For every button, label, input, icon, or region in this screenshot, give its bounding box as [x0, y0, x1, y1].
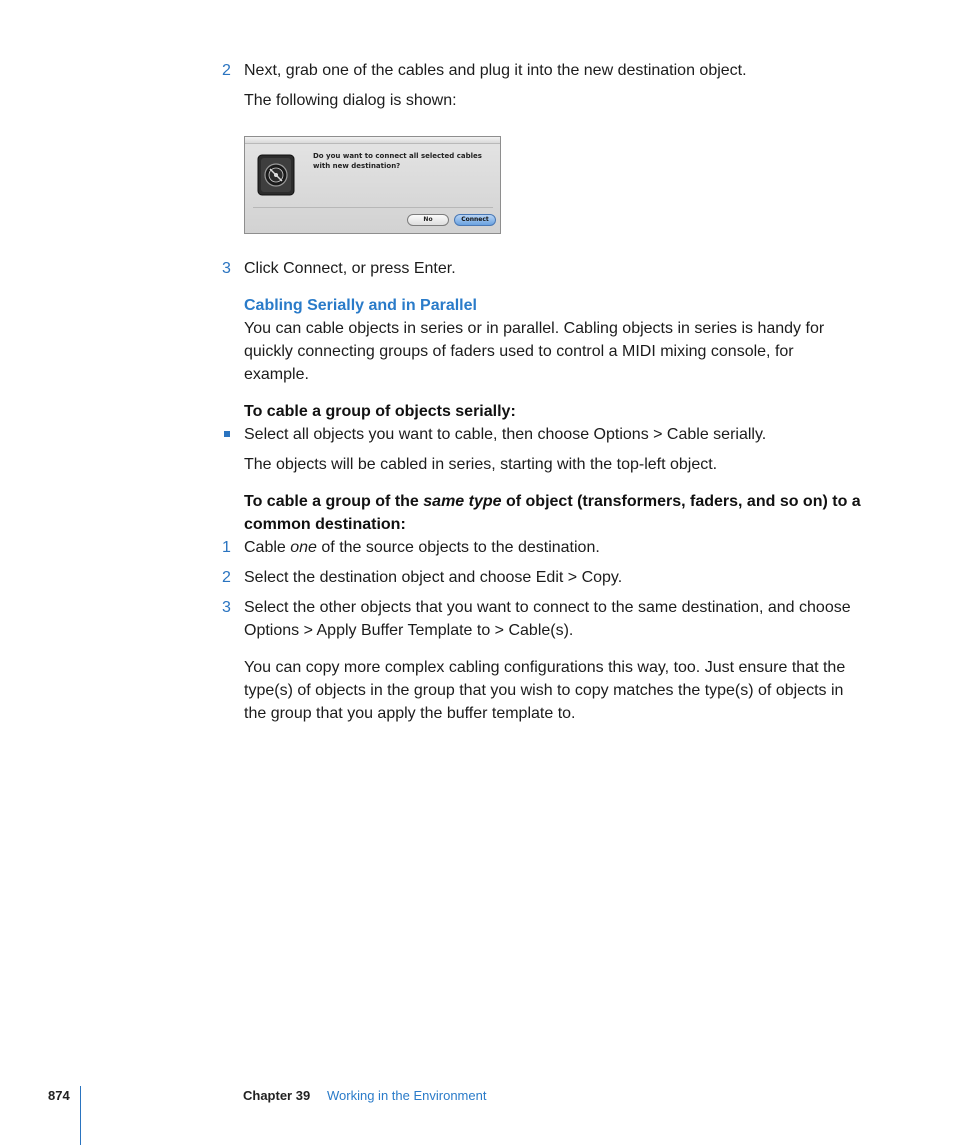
step-number: 2	[222, 569, 231, 586]
dialog-separator	[253, 207, 493, 208]
dialog-message	[313, 151, 493, 171]
step-number: 3	[222, 260, 231, 277]
paragraph: The objects will be cabled in series, starting with the top-left object.	[244, 456, 718, 473]
logic-app-icon	[255, 153, 297, 197]
paragraph-line: the group that you apply the buffer template to.	[244, 705, 576, 722]
closing-paragraph	[244, 656, 894, 725]
step-text-italic: one	[290, 539, 317, 556]
paragraph-line: example.	[244, 366, 309, 383]
paragraph-line: type(s) of objects in the group that you wish to copy matches the type(s) of objects in	[244, 682, 844, 699]
page-number: 874	[48, 1088, 70, 1103]
connect-dialog	[244, 136, 501, 234]
step-number: 1	[222, 539, 231, 556]
task-heading: To cable a group of objects serially:	[244, 403, 516, 420]
step-number: 2	[222, 62, 231, 79]
dialog-message-line: with new destination?	[313, 162, 401, 170]
step-text: Next, grab one of the cables and plug it into the new destination object.	[244, 62, 747, 79]
paragraph-line: You can copy more complex cabling configurations this way, too. Just ensure that the	[244, 659, 846, 676]
step-text-part: Cable	[244, 539, 291, 556]
heading-italic: same type	[423, 493, 502, 510]
task-heading-line	[244, 490, 884, 513]
bullet-text: Select all objects you want to cable, then choose Options > Cable serially.	[244, 426, 767, 443]
dialog-titlebar	[245, 137, 500, 144]
no-button[interactable]: No	[407, 214, 449, 226]
step-text: Click Connect, or press Enter.	[244, 260, 456, 277]
section-paragraph	[244, 317, 884, 386]
footer-divider	[80, 1086, 81, 1145]
step-number: 3	[222, 599, 231, 616]
step-text	[244, 596, 894, 642]
connect-button[interactable]: Connect	[454, 214, 496, 226]
chapter-label: Chapter 39	[243, 1088, 311, 1103]
dialog-message-line: Do you want to connect all selected cables	[313, 152, 482, 160]
paragraph-line: You can cable objects in series or in parallel. Cabling objects in series is handy for	[244, 320, 825, 337]
heading-text: To cable a group of the	[244, 493, 424, 510]
step-text-line: Select the other objects that you want to connect to the same destination, and choose	[244, 599, 851, 616]
bullet-icon	[224, 431, 230, 437]
chapter-title-link[interactable]: Working in the Environment	[327, 1088, 487, 1103]
step-text-part: of the source objects to the destination.	[316, 539, 600, 556]
section-heading: Cabling Serially and in Parallel	[244, 297, 477, 314]
task-heading	[244, 490, 884, 536]
heading-text: of object (transformers, faders, and so on) to a	[501, 493, 861, 510]
paragraph: The following dialog is shown:	[244, 92, 457, 109]
paragraph-line: quickly connecting groups of faders used to control a MIDI mixing console, for	[244, 343, 794, 360]
step-text	[244, 536, 600, 559]
step-text-line: Options > Apply Buffer Template to > Cable(s).	[244, 622, 574, 639]
task-heading-line: common destination:	[244, 516, 406, 533]
step-text: Select the destination object and choose Edit > Copy.	[244, 569, 623, 586]
